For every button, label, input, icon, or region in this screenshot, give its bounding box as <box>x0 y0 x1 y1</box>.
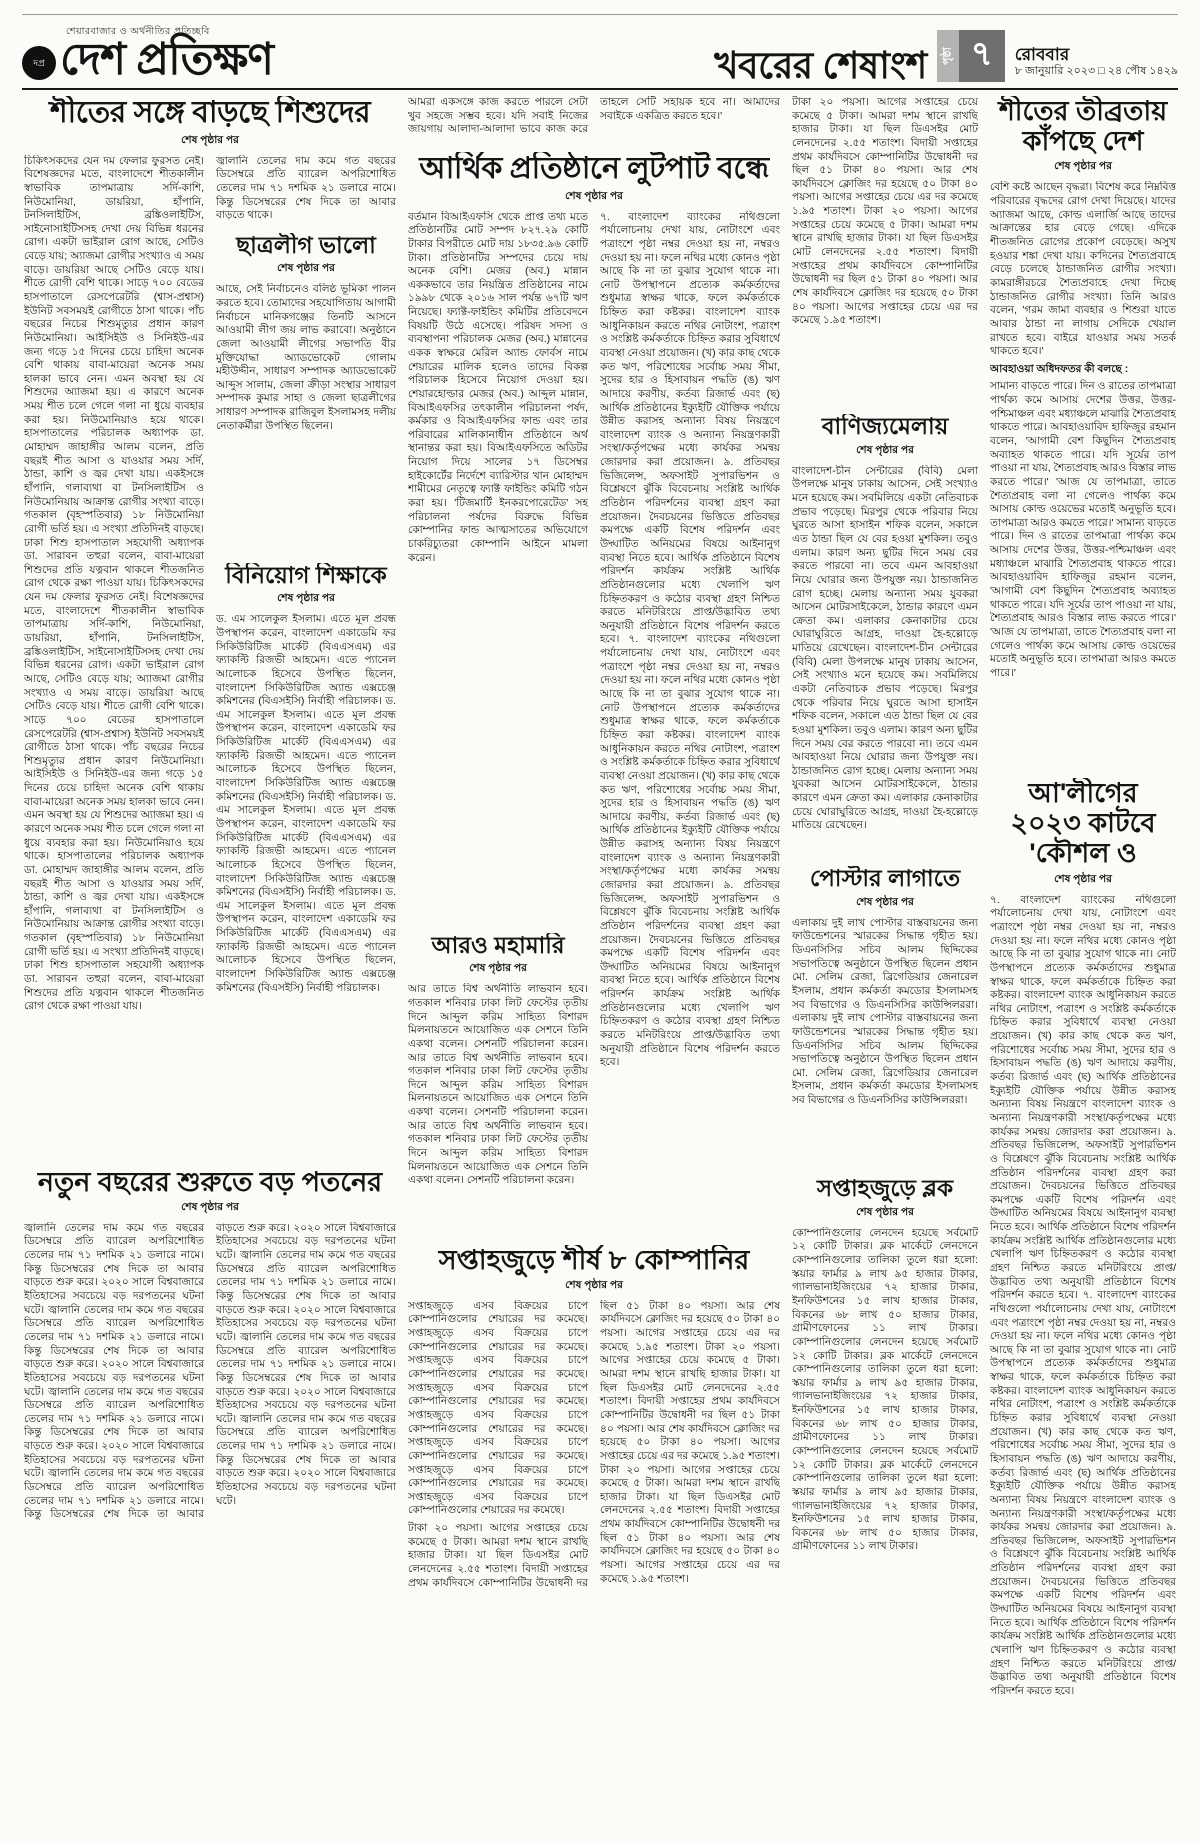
masthead-emblem: দপ্র <box>22 46 56 80</box>
article-body: জ্বালানি তেলের দাম কমে গত বছরের ডিসেম্বরে প্রতি ব্যারেল অপরিশোধিত তেলের দাম ৭১ দশমিক ২১ ডলারে নামে। কিন্তু ডিসেম্বরের শেষ দিকে তা আবার বাড়তে শুরু করে। ২০২০ সালে বিশ্ববাজারে ইতিহাসের সবচেয়ে বড় দরপতনের ঘটনা ঘটে। জ্বালানি তেলের দাম কমে গত বছরের ডিসেম্বরে প্রতি ব্যারেল অপরিশোধিত তেলের দাম ৭১ দশমিক ২১ ডলারে নামে। কিন্তু ডিসেম্বরের শেষ দিকে তা আবার বাড়তে শুরু করে। ২০২০ সালে বিশ্ববাজারে ইতিহাসের সবচেয়ে বড় দরপতনের ঘটনা ঘটে। জ্বালানি তেলের দাম কমে গত বছরের ডিসেম্বরে প্রতি ব্যারেল অপরিশোধিত তেলের দাম ৭১ দশমিক ২১ ডলারে নামে। কিন্তু ডিসেম্বরের শেষ দিকে তা আবার বাড়তে শুরু করে। ২০২০ সালে বিশ্ববাজারে ইতিহাসের সবচেয়ে বড় দরপতনের ঘটনা ঘটে। জ্বালানি তেলের দাম কমে গত বছরের ডিসেম্বরে প্রতি ব্যারেল অপরিশোধিত তেলের দাম ৭১ দশমিক ২১ ডলারে নামে। কিন্তু ডিসেম্বরের শেষ দিকে তা আবার বাড়তে শুরু করে। ২০২০ সালে বিশ্ববাজারে ইতিহাসের সবচেয়ে বড় দরপতনের ঘটনা ঘটে। জ্বালানি তেলের দাম কমে গত বছরের ডিসেম্বরে প্রতি ব্যারেল অপরিশোধিত তেলের দাম ৭১ দশমিক ২১ ডলারে নামে। কিন্তু ডিসেম্বরের শেষ দিকে তা আবার বাড়তে শুরু করে। ২০২০ সালে বিশ্ববাজারে ইতিহাসের সবচেয়ে বড় দরপতনের ঘটনা ঘটে। জ্বালানি তেলের দাম কমে গত বছরের ডিসেম্বরে প্রতি ব্যারেল অপরিশোধিত তেলের দাম ৭১ দশমিক ২১ ডলারে নামে। কিন্তু ডিসেম্বরের শেষ দিকে তা আবার বাড়তে শুরু করে। ২০২০ সালে বিশ্ববাজারে ইতিহাসের সবচেয়ে বড় দরপতনের ঘটনা ঘটে। জ্বালানি তেলের দাম কমে গত বছরের ডিসেম্বরে প্রতি ব্যারেল অপরিশোধিত তেলের দাম ৭১ দশমিক ২১ ডলারে নামে। কিন্তু ডিসেম্বরের শেষ দিকে তা আবার বাড়তে শুরু করে। ২০২০ সালে বিশ্ববাজারে ইতিহাসের সবচেয়ে বড় দরপতনের ঘটনা ঘটে। <box>24 1221 396 1521</box>
article-kicker: শেষ পৃষ্ঠার পর <box>1054 872 1112 885</box>
lutpat-intro-text: আমরা একসঙ্গে কাজ করতে পারলে সেটা খুব সহজে সম্ভব হবে। যদি সবাই নিজের জায়গায় আলাদা-আলাদা ভাবে কাজ করে তাহলে সেটি সহায়ক হবে না। আমাদের সবাইকে একত্রিত করতে হবে।' <box>408 96 780 136</box>
article-headline: সপ্তাহজুড়ে শীর্ষ ৮ কোম্পানির <box>438 1244 750 1275</box>
masthead-tagline: শেয়ারবাজার ও অর্থনীতির প্রতিচ্ছবি <box>66 25 210 37</box>
article-body: কোম্পানিগুলোর লেনদেন হয়েছে সর্বমোট ১২ কোটি টাকার। ব্লক মার্কেটে লেনদেনে কোম্পানিগুলোর তালিকা তুলে ধরা হলো: স্কয়ার ফার্মার ৯ লাখ ৯৫ হাজার টাকার, গ্যালভানাইজিংয়ের ৭২ হাজার টাকার, ইনফিউশনের ১৫ লাখ হাজার টাকার, বিকনের ৬৮ লাখ ৫০ হাজার টাকার, গ্রামীণফোনের ১১ লাখ টাকার। কোম্পানিগুলোর লেনদেন হয়েছে সর্বমোট ১২ কোটি টাকার। ব্লক মার্কেটে লেনদেনে কোম্পানিগুলোর তালিকা তুলে ধরা হলো: স্কয়ার ফার্মার ৯ লাখ ৯৫ হাজার টাকার, গ্যালভানাইজিংয়ের ৭২ হাজার টাকার, ইনফিউশনের ১৫ লাখ হাজার টাকার, বিকনের ৬৮ লাখ ৫০ হাজার টাকার, গ্রামীণফোনের ১১ লাখ টাকার। কোম্পানিগুলোর লেনদেন হয়েছে সর্বমোট ১২ কোটি টাকার। ব্লক মার্কেটে লেনদেনে কোম্পানিগুলোর তালিকা তুলে ধরা হলো: স্কয়ার ফার্মার ৯ লাখ ৯৫ হাজার টাকার, গ্যালভানাইজিংয়ের ৭২ হাজার টাকার, ইনফিউশনের ১৫ লাখ হাজার টাকার, বিকনের ৬৮ লাখ ৫০ হাজার টাকার, গ্রামীণফোনের ১১ লাখ টাকার। <box>792 1226 978 1553</box>
article-kicker: শেষ পৃষ্ঠার পর <box>181 1200 239 1213</box>
article-kicker: শেষ পৃষ্ঠার পর <box>181 133 239 146</box>
article-headline: পোস্টার লাগাতে <box>809 866 961 891</box>
page-header <box>22 20 1178 86</box>
article-kicker: শেষ পৃষ্ঠার পর <box>565 1278 623 1291</box>
article-winter-children <box>24 96 396 155</box>
section-title: খবরের শেষাংশ <box>714 44 927 86</box>
article-body: আর তাতে বিশ্ব অর্থনীতি লাভবান হবে। গতকাল শনিবার ঢাকা লিট ফেস্টের তৃতীয় দিনে আব্দুল করিম সাহিত্য বিশারদ মিলনায়তনে আয়োজিত এক সেশনে তিনি একথা বলেন। সেশনটি পরিচালনা করেন। আর তাতে বিশ্ব অর্থনীতি লাভবান হবে। গতকাল শনিবার ঢাকা লিট ফেস্টের তৃতীয় দিনে আব্দুল করিম সাহিত্য বিশারদ মিলনায়তনে আয়োজিত এক সেশনে তিনি একথা বলেন। সেশনটি পরিচালনা করেন। আর তাতে বিশ্ব অর্থনীতি লাভবান হবে। গতকাল শনিবার ঢাকা লিট ফেস্টের তৃতীয় দিনে আব্দুল করিম সাহিত্য বিশারদ মিলনায়তনে আয়োজিত এক সেশনে তিনি একথা বলেন। সেশনটি পরিচালনা করেন। <box>408 983 588 1187</box>
article-headline: ছাত্রলীগ ভালো <box>236 232 376 258</box>
article-al-2023 <box>990 778 1176 1833</box>
article-kicker: শেষ পৃষ্ঠার পর <box>1054 160 1112 173</box>
article-body <box>408 1300 780 1760</box>
page-content <box>24 96 1176 1833</box>
article-kicker: শেষ পৃষ্ঠার পর <box>277 262 335 275</box>
article-body-text: টাকা ২০ পয়সা। আগের সপ্তাহের চেয়ে কমেছে ৫ টাকা। আমরা দশম স্থানে রাখছি হাজার টাকা। যা ছিল ডিএসইর মোট লেনদেনের ২.৫৫ শতাংশ। বিদায়ী সপ্তাহের প্রথম কার্যদিবসে কোম্পানিটির উদ্বোধনী দর ছিল ৫১ টাকা ৪০ পয়সা। আর শেষ কার্যদিবসে ক্লোজিং দর হয়েছে ৫০ টাকা ৪০ পয়সা। আগের সপ্তাহের চেয়ে এর দর কমেছে ১.৯৫ শতাংশ। টাকা ২০ পয়সা। আগের সপ্তাহের চেয়ে কমেছে ৫ টাকা। আমরা দশম স্থানে রাখছি হাজার টাকা। যা ছিল ডিএসইর মোট লেনদেনের ২.৫৫ শতাংশ। বিদায়ী সপ্তাহের প্রথম কার্যদিবসে কোম্পানিটির উদ্বোধনী দর ছিল ৫১ টাকা ৪০ পয়সা। আর শেষ কার্যদিবসে ক্লোজিং দর হয়েছে ৫০ টাকা ৪০ পয়সা। আগের সপ্তাহের চেয়ে এর দর কমেছে ১.৯৫ শতাংশ। টাকা ২০ পয়সা। আগের সপ্তাহের চেয়ে কমেছে ৫ টাকা। আমরা দশম স্থানে রাখছি হাজার টাকা। যা ছিল ডিএসইর মোট লেনদেনের ২.৫৫ শতাংশ। বিদায়ী সপ্তাহের প্রথম কার্যদিবসে কোম্পানিটির উদ্বোধনী দর ছিল ৫১ টাকা ৪০ পয়সা। আর শেষ কার্যদিবসে ক্লোজিং দর হয়েছে ৫০ টাকা ৪০ পয়সা। আগের সপ্তাহের চেয়ে এর দর কমেছে ১.৯৫ শতাংশ। <box>408 1299 780 1589</box>
article-body-text: বেশি কষ্টে আছেন বৃদ্ধরা। বিশেষ করে নিম্নবিত্ত পরিবারের বৃদ্ধদের রোগ দেখা দিয়েছে। যাদের অ্যাজমা আছে, কোল্ড এলার্জি আছে তাদের আক্রান্তের হার বেড়ে গেছে। এদিকে শীতজনিত রোগের প্রকোপ বেড়েছে। অসুখ হওয়ার শঙ্কা দেখা যায়। ক'দিনের শৈত্যপ্রবাহে বেড়ে চলেছে ঠান্ডাজনিত রোগীর সংখ্যা। কামরাঙ্গীরচরে শৈত্যপ্রবাহে দেখা দিচ্ছে ঠান্ডাজনিত রোগীর সংখ্যা। তিনি আরও বলেন, 'গরম জামা ব্যবহার ও শিশুরা যাতে আবার ঠান্ডা না লাগায় সেদিকে খেয়াল রাখতে হবে। বাইরে যাওয়ার সময় সতর্ক থাকতে হবে।' <box>990 181 1176 358</box>
article-winter-children-body: চিকিৎসকদের যেন দম ফেলার ফুরসত নেই। বিশেষজ্ঞদের মতে, বাংলাদেশে শীতকালীন স্বাভাবিক তাপমাত্রায় সর্দি-কাশি, নিউমোনিয়া, ডায়রিয়া, হাঁপানি, টনসিলাইটিস, ব্রঙ্কিওলাইটিস, সাইনোসাইটিসসহ দেখা দেয় বিভিন্ন ধরনের রোগ। একটা ভাইরাল রোগ আছে, সেটিও বেড়ে যায়; অ্যাজমা রোগীর সংখ্যাও এ সময় বাড়ে। ডায়রিয়া আছে সেটিও বেড়ে যায়। শীতে রোগী বেশি থাকে। সাড়ে ৭০০ বেডের হাসপাতালে রেসপেরেটরি (শ্বাস-প্রশ্বাস) ইউনিট সবসময়ই রোগীতে ঠাসা থাকে। পাঁচ বছরের নিচের শিশুমৃত্যুর প্রধান কারণ নিউমোনিয়া। আইসিইউ ও সিনিইউ-এর জন্য গড়ে ১৫ দিনের চেয়ে চাহিদা অনেক বেশি থাকায় বাবা-মায়েরা অনেক সময় হালকা ভাবে নেন। এমন অবস্থা হয় যে শিশুদের অ্যাজমা হয়। এ কারণে অনেক সময় শীত চলে গেলে গলা না ধুয়ে ব্যবহার করা হয়। নিউমোনিয়াও হয়ে থাকে। হাসপাতালের পরিচালক অধ্যাপক ডা. মোহাম্মদ জাহাঙ্গীর আলম বলেন, প্রতি বছরই শীত আসা ও যাওয়ার সময় সর্দি, ঠান্ডা, কাশি ও জ্বর দেখা যায়। একইসঙ্গে হাঁপানি, গলাব্যথা বা টনসিলাইটিস ও নিউমোনিয়ায় আক্রান্ত রোগীর সংখ্যা বাড়ে। গতকাল (বৃহস্পতিবার) ১৮ নিউমোনিয়া রোগী ভর্তি হয়। এ সংখ্যা প্রতিদিনই বাড়ছে। ঢাকা শিশু হাসপাতাল সহযোগী অধ্যাপক ডা. সারাবন তহুরা বলেন, বাবা-মায়েরা শিশুদের প্রতি যত্নবান থাকলে শীতজনিত রোগ থেকে রক্ষা পাওয়া যায়। চিকিৎসকদের যেন দম ফেলার ফুরসত নেই। বিশেষজ্ঞদের মতে, বাংলাদেশে শীতকালীন স্বাভাবিক তাপমাত্রায় সর্দি-কাশি, নিউমোনিয়া, ডায়রিয়া, হাঁপানি, টনসিলাইটিস, ব্রঙ্কিওলাইটিস, সাইনোসাইটিসসহ দেখা দেয় বিভিন্ন ধরনের রোগ। একটা ভাইরাল রোগ আছে, সেটিও বেড়ে যায়; অ্যাজমা রোগীর সংখ্যাও এ সময় বাড়ে। ডায়রিয়া আছে সেটিও বেড়ে যায়। শীতে রোগী বেশি থাকে। সাড়ে ৭০০ বেডের হাসপাতালে রেসপেরেটরি (শ্বাস-প্রশ্বাস) ইউনিট সবসময়ই রোগীতে ঠাসা থাকে। পাঁচ বছরের নিচের শিশুমৃত্যুর প্রধান কারণ নিউমোনিয়া। আইসিইউ ও সিনিইউ-এর জন্য গড়ে ১৫ দিনের চেয়ে চাহিদা অনেক বেশি থাকায় বাবা-মায়েরা অনেক সময় হালকা ভাবে নেন। এমন অবস্থা হয় যে শিশুদের অ্যাজমা হয়। এ কারণে অনেক সময় শীত চলে গেলে গলা না ধুয়ে ব্যবহার করা হয়। নিউমোনিয়াও হয়ে থাকে। হাসপাতালের পরিচালক অধ্যাপক ডা. মোহাম্মদ জাহাঙ্গীর আলম বলেন, প্রতি বছরই শীত আসা ও যাওয়ার সময় সর্দি, ঠান্ডা, কাশি ও জ্বর দেখা যায়। একইসঙ্গে হাঁপানি, গলাব্যথা বা টনসিলাইটিস ও নিউমোনিয়ায় আক্রান্ত রোগীর সংখ্যা বাড়ে। গতকাল (বৃহস্পতিবার) ১৮ নিউমোনিয়া রোগী ভর্তি হয়। এ সংখ্যা প্রতিদিনই বাড়ছে। ঢাকা শিশু হাসপাতাল সহযোগী অধ্যাপক ডা. সারাবন তহুরা বলেন, বাবা-মায়েরা শিশুদের প্রতি যত্নবান থাকলে শীতজনিত রোগ থেকে রক্ষা পাওয়া যায়। <box>24 154 204 1013</box>
column-five <box>792 96 978 1833</box>
article-lutpat-body: বর্তমান বিআইএফসি থেকে প্রাপ্ত তথ্য মতে প্রতিষ্ঠানটির মোট সম্পদ ৮২৭.২৯ কোটি টাকার বিপরীতে মোট দায় ১৮৩৫.৯৬ কোটি টাকা। প্রতিষ্ঠানটির সম্পদের চেয়ে দায় অনেক বেশি। মেজর (অব.) মান্নান এককভাবে তার নিয়ন্ত্রিত প্রতিষ্ঠানের নামে ১৯৯৮ থেকে ২০১৬ সাল পর্যন্ত ৬৭টি ঋণ নিয়েছে। ফ্যাক্ট-ফাইন্ডিং কমিটির প্রতিবেদনে বিষয়টি উঠে এসেছে। পরিষদ সদস্য ও ব্যবস্থাপনা পরিচালক মেজর (অব.) মান্নানের একক স্বাক্ষরে মেরিল অ্যান্ড ফোর্বস নামে শেয়ারের মালিক হলেও তাদের বিকল্প পরিচালক হিসেবে নিয়োগ দেওয়া হয়। শেয়ারহোল্ডার মেজর (অব.) আব্দুল মান্নান, বিআইএফসির তৎকালীন পরিচালনা পর্ষদ, কর্মকার ও বিআইএফসির ফান্ড এবং তার পরিবারের মালিকানাধীন প্রতিষ্ঠানে অর্থ স্থানান্তর করা হয়। বিআইএফসিতে অডিটর নিয়োগ দিয়ে সালের ১৭ ডিসেম্বর হাইকোর্টের নির্দেশে ব্যারিস্টার খান মোহাম্মদ শামীমের নেতৃত্বে ফ্যাক্ট ফাইন্ডিং কমিটি গঠন করা হয়। 'টিজমার্টি ইনকরপোরেটেড' সহ পরিচালনা পর্ষদের বিরুদ্ধে বিভিন্ন কোম্পানির ফান্ড আত্মসাতের অভিযোগে চাকরিচ্যুতরা কোম্পানি আইনে মামলা করেন। <box>408 210 588 564</box>
article-investment-education <box>216 563 396 1151</box>
middle-section <box>408 96 780 1833</box>
left-section <box>24 96 396 1833</box>
article-headline: আ'লীগের ২০২৩ কাটবে 'কৌশল ও <box>1010 778 1156 869</box>
article-trade-fair <box>792 414 978 866</box>
article-chhatra-league <box>216 233 396 563</box>
article-headline: শীতের তীব্রতায় কাঁপছে দেশ <box>998 96 1168 157</box>
masthead-title: দেশ প্রতিক্ষণ <box>60 35 273 84</box>
article-body-text: সামান্য বাড়তে পারে। দিন ও রাতের তাপমাত্রা পার্থক্য কমে আসায় দেশের উত্তর, উত্তর-পশ্চিমাঞ্চল এবং মধ্যাঞ্চলে মাঝারি শৈত্যপ্রবাহ থাকতে পারে। আবহাওয়াবিদ হাফিজুর রহমান বলেন, 'আগামী বেশ কিছুদিন শৈত্যপ্রবাহ অব্যাহত থাকতে পারে। যদি সূর্যের তাপ পাওয়া না যায়, শৈত্যপ্রবাহ আরও বিস্তার লাভ করতে পারে।' 'আজ যে তাপমাত্রা, তাতে শৈত্যপ্রবাহ বলা না গেলেও পার্থক্য কমে আসায় কোল্ড ওয়েভের মতোই অনুভূতি হবে। তাপমাত্রা আরও কমতে পারে।' সামান্য বাড়তে পারে। দিন ও রাতের তাপমাত্রা পার্থক্য কমে আসায় দেশের উত্তর, উত্তর-পশ্চিমাঞ্চল এবং মধ্যাঞ্চলে মাঝারি শৈত্যপ্রবাহ থাকতে পারে। আবহাওয়াবিদ হাফিজুর রহমান বলেন, 'আগামী বেশ কিছুদিন শৈত্যপ্রবাহ অব্যাহত থাকতে পারে। যদি সূর্যের তাপ পাওয়া না যায়, শৈত্যপ্রবাহ আরও বিস্তার লাভ করতে পারে।' 'আজ যে তাপমাত্রা, তাতে শৈত্যপ্রবাহ বলা না গেলেও পার্থক্য কমে আসায় কোল্ড ওয়েভের মতোই অনুভূতি হবে। তাপমাত্রা আরও কমতে পারে।' <box>990 380 1176 679</box>
article-winter-country <box>990 96 1176 778</box>
page-label: পৃষ্ঠা <box>937 30 959 82</box>
weather-subhead: আবহাওয়া অধিদফতর কী বলছে : <box>990 362 1129 375</box>
article-more-pandemic <box>408 933 588 1233</box>
article-body: আছে, সেই নির্বাচনেও বলিষ্ঠ ভূমিকা পালন করতে হবে। তোমাদের সহযোগিতায় আগামী নির্বাচনে মানিকগঞ্জের তিনটি আসনে আওয়ামী লীগ জয় লাভ করাবো। অনুষ্ঠানে জেলা আওয়ামী লীগের সভাপতি বীর মুক্তিযোদ্ধা অ্যাডভোকেট গোলাম মহীউদ্দীন, সাধারণ সম্পাদক অ্যাডভোকেট আব্দুস সালাম, জেলা ক্রীড়া সংস্থার সাধারণ সম্পাদক কুমার সাহা ও জেলা ছাত্রলীগের সাধারণ সম্পাদক রাজিবুল ইসলামসহ দলীয় নেতাকর্মীরা উপস্থিত ছিলেন। <box>216 283 396 432</box>
day-name: রোববার <box>1014 45 1070 64</box>
date-block <box>1015 44 1178 82</box>
page-number: ৭ <box>959 30 1005 82</box>
article-body: ৭. বাংলাদেশ ব্যাংকের নথিগুলো পর্যালোচনায় দেখা যায়, নোটাংশে এবং পত্রাংশে পৃষ্ঠা নম্বর দেওয়া হয় না, নম্বরও দেওয়া হয় না। ফলে নথির মধ্যে কোনও পৃষ্ঠা আছে কি না তা বুঝার সুযোগ থাকে না। নোট উপস্থাপনে প্রত্যেক কর্মকর্তাদের শুধুমাত্র স্বাক্ষর থাকে, ফলে কর্মকর্তাকে চিহ্নিত করা কষ্টকর। বাংলাদেশ ব্যাংক আধুনিকায়ন করতে নথির নোটাংশ, পত্রাংশ ও সংশ্লিষ্ট কর্মকর্তাকে চিহ্নিত করার সুবিধার্থে ব্যবস্থা নেওয়া প্রয়োজন। (খ) কার কাছ থেকে কত ঋণ, পরিশোধের সর্বোচ্চ সময় সীমা, সুদের হার ও হিসাবায়ন পদ্ধতি (ঙ) ঋণ আদায়ে করণীয়, কর্তব্য রিজার্ভ এবং (ছ) আর্থিক প্রতিষ্ঠানের ইক্যুইটি যৌক্তিক পর্যায়ে উন্নীত করাসহ অন্যান্য বিষয় নিয়ন্ত্রণে বাংলাদেশ ব্যাংক ও অন্যান্য নিয়ন্ত্রণকারী সংস্থা/কর্তৃপক্ষের মধ্যে কার্যকর সমন্বয় জোরদার করা প্রয়োজন। ৯. প্রতিবছর ভিজিলেন্স, অফসাইট সুপারভিশন ও বিশ্লেষণে ঝুঁকি বিবেচনায় সংশ্লিষ্ট আর্থিক প্রতিষ্ঠান পরিদর্শনের ব্যবস্থা গ্রহণ করা প্রয়োজন। দৈবচয়নের ভিত্তিতে প্রতিবছর কমপক্ষে একটি বিশেষ পরিদর্শন এবং উদ্ঘাটিত অনিয়মের বিষয়ে আইনানুগ ব্যবস্থা নিতে হবে। আর্থিক প্রতিষ্ঠানে বিশেষ পরিদর্শন কার্যক্রম সংশ্লিষ্ট আর্থিক প্রতিষ্ঠানগুলোর মধ্যে খেলাপি ঋণ চিহ্নিতকরণ ও কঠোর ব্যবস্থা গ্রহণ নিশ্চিত করতে মনিটরিংয়ে প্রাপ্ত/উদ্ভাবিত তথ্য অনুযায়ী প্রতিষ্ঠানে বিশেষ পরিদর্শন করতে হবে। ৭. বাংলাদেশ ব্যাংকের নথিগুলো পর্যালোচনায় দেখা যায়, নোটাংশে এবং পত্রাংশে পৃষ্ঠা নম্বর দেওয়া হয় না, নম্বরও দেওয়া হয় না। ফলে নথির মধ্যে কোনও পৃষ্ঠা আছে কি না তা বুঝার সুযোগ থাকে না। নোট উপস্থাপনে প্রত্যেক কর্মকর্তাদের শুধুমাত্র স্বাক্ষর থাকে, ফলে কর্মকর্তাকে চিহ্নিত করা কষ্টকর। বাংলাদেশ ব্যাংক আধুনিকায়ন করতে নথির নোটাংশ, পত্রাংশ ও সংশ্লিষ্ট কর্মকর্তাকে চিহ্নিত করার সুবিধার্থে ব্যবস্থা নেওয়া প্রয়োজন। (খ) কার কাছ থেকে কত ঋণ, পরিশোধের সর্বোচ্চ সময় সীমা, সুদের হার ও হিসাবায়ন পদ্ধতি (ঙ) ঋণ আদায়ে করণীয়, কর্তব্য রিজার্ভ এবং (ছ) আর্থিক প্রতিষ্ঠানের ইক্যুইটি যৌক্তিক পর্যায়ে উন্নীত করাসহ অন্যান্য বিষয় নিয়ন্ত্রণে বাংলাদেশ ব্যাংক ও অন্যান্য নিয়ন্ত্রণকারী সংস্থা/কর্তৃপক্ষের মধ্যে কার্যকর সমন্বয় জোরদার করা প্রয়োজন। ৯. প্রতিবছর ভিজিলেন্স, অফসাইট সুপারভিশন ও বিশ্লেষণে ঝুঁকি বিবেচনায় সংশ্লিষ্ট আর্থিক প্রতিষ্ঠান পরিদর্শনের ব্যবস্থা গ্রহণ করা প্রয়োজন। দৈবচয়নের ভিত্তিতে প্রতিবছর কমপক্ষে একটি বিশেষ পরিদর্শন এবং উদ্ঘাটিত অনিয়মের বিষয়ে আইনানুগ ব্যবস্থা নিতে হবে। আর্থিক প্রতিষ্ঠানে বিশেষ পরিদর্শন কার্যক্রম সংশ্লিষ্ট আর্থিক প্রতিষ্ঠানগুলোর মধ্যে খেলাপি ঋণ চিহ্নিতকরণ ও কঠোর ব্যবস্থা গ্রহণ নিশ্চিত করতে মনিটরিংয়ে প্রাপ্ত/উদ্ভাবিত তথ্য অনুযায়ী প্রতিষ্ঠানে বিশেষ পরিদর্শন করতে হবে। <box>990 893 1176 1697</box>
article-kicker: শেষ পৃষ্ঠার পর <box>856 443 914 456</box>
market-continuation-text: টাকা ২০ পয়সা। আগের সপ্তাহের চেয়ে কমেছে ৫ টাকা। আমরা দশম স্থানে রাখছি হাজার টাকা। যা ছিল ডিএসইর মোট লেনদেনের ২.৫৫ শতাংশ। বিদায়ী সপ্তাহের প্রথম কার্যদিবসে কোম্পানিটির উদ্বোধনী দর ছিল ৫১ টাকা ৪০ পয়সা। আর শেষ কার্যদিবসে ক্লোজিং দর হয়েছে ৫০ টাকা ৪০ পয়সা। আগের সপ্তাহের চেয়ে এর দর কমেছে ১.৯৫ শতাংশ। টাকা ২০ পয়সা। আগের সপ্তাহের চেয়ে কমেছে ৫ টাকা। আমরা দশম স্থানে রাখছি হাজার টাকা। যা ছিল ডিএসইর মোট লেনদেনের ২.৫৫ শতাংশ। বিদায়ী সপ্তাহের প্রথম কার্যদিবসে কোম্পানিটির উদ্বোধনী দর ছিল ৫১ টাকা ৪০ পয়সা। আর শেষ কার্যদিবসে ক্লোজিং দর হয়েছে ৫০ টাকা ৪০ পয়সা। আগের সপ্তাহের চেয়ে এর দর কমেছে ১.৯৫ শতাংশ। <box>792 96 978 327</box>
column-six <box>990 96 1176 1833</box>
article-headline: নতুন বছরের শুরুতে বড় পতনের <box>37 1166 383 1197</box>
article-headline: আরও মহামারি <box>431 932 565 958</box>
top-rule <box>22 14 1178 15</box>
article-week-block <box>792 1176 978 1833</box>
article-kicker: শেষ পৃষ্ঠার পর <box>856 1205 914 1218</box>
article-body: এলাকায় দুই লাখ পোস্টার বাস্তবায়নের জন্য ফাউন্ডেশনের স্মারকের সিদ্ধান্ত গৃহীত হয়। ডিএনসিসির সচিব আলম ছিদ্দিকের সভাপতিত্বে অনুষ্ঠানে উপস্থিত ছিলেন প্রধান মো. সেলিম রেজা, ব্রিগেডিয়ার জেনারেল ইসলাম, প্রধান কর্মকর্তা কমডোর ইসলামসহ সব বিভাগের ও ডিএনসিসির কাউন্সিলররা। এলাকায় দুই লাখ পোস্টার বাস্তবায়নের জন্য ফাউন্ডেশনের স্মারকের সিদ্ধান্ত গৃহীত হয়। ডিএনসিসির সচিব আলম ছিদ্দিকের সভাপতিত্বে অনুষ্ঠানে উপস্থিত ছিলেন প্রধান মো. সেলিম রেজা, ব্রিগেডিয়ার জেনারেল ইসলাম, প্রধান কর্মকর্তা কমডোর ইসলামসহ সব বিভাগের ও ডিএনসিসির কাউন্সিলররা। <box>792 916 978 1107</box>
article-poster <box>792 866 978 1176</box>
article-body: ড. এম সালেকুল ইসলাম। এতে মূল প্রবন্ধ উপস্থাপন করেন, বাংলাদেশ একাডেমি ফর সিকিউরিটিজ মার্কেট (বিএএসএম) এর ফ্যাকল্টি রিজভী আহমেদ। এতে প্যানেল আলোচক হিসেবে উপস্থিত ছিলেন, বাংলাদেশ সিকিউরিটিজ অ্যান্ড এক্সচেঞ্জ কমিশনের (বিএসইসি) নির্বাহী পরিচালক। ড. এম সালেকুল ইসলাম। এতে মূল প্রবন্ধ উপস্থাপন করেন, বাংলাদেশ একাডেমি ফর সিকিউরিটিজ মার্কেট (বিএএসএম) এর ফ্যাকল্টি রিজভী আহমেদ। এতে প্যানেল আলোচক হিসেবে উপস্থিত ছিলেন, বাংলাদেশ সিকিউরিটিজ অ্যান্ড এক্সচেঞ্জ কমিশনের (বিএসইসি) নির্বাহী পরিচালক। ড. এম সালেকুল ইসলাম। এতে মূল প্রবন্ধ উপস্থাপন করেন, বাংলাদেশ একাডেমি ফর সিকিউরিটিজ মার্কেট (বিএএসএম) এর ফ্যাকল্টি রিজভী আহমেদ। এতে প্যানেল আলোচক হিসেবে উপস্থিত ছিলেন, বাংলাদেশ সিকিউরিটিজ অ্যান্ড এক্সচেঞ্জ কমিশনের (বিএসইসি) নির্বাহী পরিচালক। ড. এম সালেকুল ইসলাম। এতে মূল প্রবন্ধ উপস্থাপন করেন, বাংলাদেশ একাডেমি ফর সিকিউরিটিজ মার্কেট (বিএএসএম) এর ফ্যাকল্টি রিজভী আহমেদ। এতে প্যানেল আলোচক হিসেবে উপস্থিত ছিলেন, বাংলাদেশ সিকিউরিটিজ অ্যান্ড এক্সচেঞ্জ কমিশনের (বিএসইসি) নির্বাহী পরিচালক। <box>216 613 396 994</box>
article-headline: সপ্তাহজুড়ে ব্লক <box>816 1176 954 1201</box>
article-body: বাংলাদেশ-চীন সেন্টারের (বিবি) মেলা উপলক্ষে মানুষ ঢাকায় আসেন, সেই সংখ্যাও মনে হয়েছে কম। সবমিলিয়ে একটা নেতিবাচক প্রভাব পড়েছে। মিরপুর থেকে পরিবার নিয়ে ঘুরতে আসা হাসাইন শফিক বলেন, সকালে এত ঠান্ডা ছিল যে বের হওয়া মুশকিল। তবুও এলাম। কারণ অন্য ছুটির দিনে সময় বের করতে পারবো না। তবে এমন আবহাওয়া নিয়ে ঘোরার জন্য উপযুক্ত নয়। ঠান্ডাজনিত রোগ হচ্ছে। মেলায় অন্যান্য সময় যুবকরা আসেন মোটরসাইকেলে, ঠান্ডার কারণে এমন ক্রেতা কম। এলাকার কেনাকাটার চেয়ে ঘোরাঘুরিতে আগ্রহ, দাওয়া হৈ-হল্লোড়ে মাতিয়ে রেখেছেন। বাংলাদেশ-চীন সেন্টারের (বিবি) মেলা উপলক্ষে মানুষ ঢাকায় আসেন, সেই সংখ্যাও মনে হয়েছে কম। সবমিলিয়ে একটা নেতিবাচক প্রভাব পড়েছে। মিরপুর থেকে পরিবার নিয়ে ঘুরতে আসা হাসাইন শফিক বলেন, সকালে এত ঠান্ডা ছিল যে বের হওয়া মুশকিল। তবুও এলাম। কারণ অন্য ছুটির দিনে সময় বের করতে পারবো না। তবে এমন আবহাওয়া নিয়ে ঘোরার জন্য উপযুক্ত নয়। ঠান্ডাজনিত রোগ হচ্ছে। মেলায় অন্যান্য সময় যুবকরা আসেন মোটরসাইকেলে, ঠান্ডার কারণে এমন ক্রেতা কম। এলাকার কেনাকাটার চেয়ে ঘোরাঘুরিতে আগ্রহ, দাওয়া হৈ-হল্লোড়ে মাতিয়ে রেখেছেন। <box>792 464 978 832</box>
fuel-continuation-text: জ্বালানি তেলের দাম কমে গত বছরের ডিসেম্বরে প্রতি ব্যারেল অপরিশোধিত তেলের দাম ৭১ দশমিক ২১ ডলারে নামে। কিন্তু ডিসেম্বরের শেষ দিকে তা আবার বাড়তে থাকে। <box>216 154 396 222</box>
article-kicker: শেষ পৃষ্ঠার পর <box>469 962 527 975</box>
article-kicker: শেষ পৃষ্ঠার পর <box>856 895 914 908</box>
article-headline: বাণিজ্যমেলায় <box>821 414 949 439</box>
masthead <box>22 27 273 83</box>
article-kicker: শেষ পৃষ্ঠার পর <box>277 592 335 605</box>
article-headline: বিনিয়োগ শিক্ষাকে <box>225 562 387 588</box>
article-headline: শীতের সঙ্গে বাড়ছে শিশুদের <box>49 96 371 129</box>
date-line: ৮ জানুয়ারি ২০২৩ □ ২৪ পৌষ ১৪২৯ <box>1014 65 1178 78</box>
article-new-year-fall <box>24 1167 396 1833</box>
article-body <box>990 181 1176 684</box>
article-kicker: শেষ পৃষ্ঠার পর <box>565 189 623 202</box>
article-body-text: সপ্তাহজুড়ে এসব বিক্রয়ের চাপে কোম্পানিগুলোর শেয়ারের দর কমেছে। সপ্তাহজুড়ে এসব বিক্রয়ের চাপে কোম্পানিগুলোর শেয়ারের দর কমেছে। সপ্তাহজুড়ে এসব বিক্রয়ের চাপে কোম্পানিগুলোর শেয়ারের দর কমেছে। সপ্তাহজুড়ে এসব বিক্রয়ের চাপে কোম্পানিগুলোর শেয়ারের দর কমেছে। সপ্তাহজুড়ে এসব বিক্রয়ের চাপে কোম্পানিগুলোর শেয়ারের দর কমেছে। সপ্তাহজুড়ে এসব বিক্রয়ের চাপে কোম্পানিগুলোর শেয়ারের দর কমেছে। সপ্তাহজুড়ে এসব বিক্রয়ের চাপে কোম্পানিগুলোর শেয়ারের দর কমেছে। সপ্তাহজুড়ে এসব বিক্রয়ের চাপে কোম্পানিগুলোর শেয়ারের দর কমেছে। <box>408 1299 588 1517</box>
article-week-top8 <box>408 1245 780 1833</box>
page-number-box <box>937 30 1005 82</box>
article-lutpat <box>408 152 780 211</box>
article-headline: আর্থিক প্রতিষ্ঠানে লুটপাট বন্ধে <box>419 152 769 185</box>
article-lutpat-points: ৭. বাংলাদেশ ব্যাংকের নথিগুলো পর্যালোচনায় দেখা যায়, নোটাংশে এবং পত্রাংশে পৃষ্ঠা নম্বর দেওয়া হয় না, নম্বরও দেওয়া হয় না। ফলে নথির মধ্যে কোনও পৃষ্ঠা আছে কি না তা বুঝার সুযোগ থাকে না। নোট উপস্থাপনে প্রত্যেক কর্মকর্তাদের শুধুমাত্র স্বাক্ষর থাকে, ফলে কর্মকর্তাকে চিহ্নিত করা কষ্টকর। বাংলাদেশ ব্যাংক আধুনিকায়ন করতে নথির নোটাংশ, পত্রাংশ ও সংশ্লিষ্ট কর্মকর্তাকে চিহ্নিত করার সুবিধার্থে ব্যবস্থা নেওয়া প্রয়োজন। (খ) কার কাছ থেকে কত ঋণ, পরিশোধের সর্বোচ্চ সময় সীমা, সুদের হার ও হিসাবায়ন পদ্ধতি (ঙ) ঋণ আদায়ে করণীয়, কর্তব্য রিজার্ভ এবং (ছ) আর্থিক প্রতিষ্ঠানের ইক্যুইটি যৌক্তিক পর্যায়ে উন্নীত করাসহ অন্যান্য বিষয় নিয়ন্ত্রণে বাংলাদেশ ব্যাংক ও অন্যান্য নিয়ন্ত্রণকারী সংস্থা/কর্তৃপক্ষের মধ্যে কার্যকর সমন্বয় জোরদার করা প্রয়োজন। ৯. প্রতিবছর ভিজিলেন্স, অফসাইট সুপারভিশন ও বিশ্লেষণে ঝুঁকি বিবেচনায় সংশ্লিষ্ট আর্থিক প্রতিষ্ঠান পরিদর্শনের ব্যবস্থা গ্রহণ করা প্রয়োজন। দৈবচয়নের ভিত্তিতে প্রতিবছর কমপক্ষে একটি বিশেষ পরিদর্শন এবং উদ্ঘাটিত অনিয়মের বিষয়ে আইনানুগ ব্যবস্থা নিতে হবে। আর্থিক প্রতিষ্ঠানে বিশেষ পরিদর্শন কার্যক্রম সংশ্লিষ্ট আর্থিক প্রতিষ্ঠানগুলোর মধ্যে খেলাপি ঋণ চিহ্নিতকরণ ও কঠোর ব্যবস্থা গ্রহণ নিশ্চিত করতে মনিটরিংয়ে প্রাপ্ত/উদ্ভাবিত তথ্য অনুযায়ী প্রতিষ্ঠানে বিশেষ পরিদর্শন করতে হবে। ৭. বাংলাদেশ ব্যাংকের নথিগুলো পর্যালোচনায় দেখা যায়, নোটাংশে এবং পত্রাংশে পৃষ্ঠা নম্বর দেওয়া হয় না, নম্বরও দেওয়া হয় না। ফলে নথির মধ্যে কোনও পৃষ্ঠা আছে কি না তা বুঝার সুযোগ থাকে না। নোট উপস্থাপনে প্রত্যেক কর্মকর্তাদের শুধুমাত্র স্বাক্ষর থাকে, ফলে কর্মকর্তাকে চিহ্নিত করা কষ্টকর। বাংলাদেশ ব্যাংক আধুনিকায়ন করতে নথির নোটাংশ, পত্রাংশ ও সংশ্লিষ্ট কর্মকর্তাকে চিহ্নিত করার সুবিধার্থে ব্যবস্থা নেওয়া প্রয়োজন। (খ) কার কাছ থেকে কত ঋণ, পরিশোধের সর্বোচ্চ সময় সীমা, সুদের হার ও হিসাবায়ন পদ্ধতি (ঙ) ঋণ আদায়ে করণীয়, কর্তব্য রিজার্ভ এবং (ছ) আর্থিক প্রতিষ্ঠানের ইক্যুইটি যৌক্তিক পর্যায়ে উন্নীত করাসহ অন্যান্য বিষয় নিয়ন্ত্রণে বাংলাদেশ ব্যাংক ও অন্যান্য নিয়ন্ত্রণকারী সংস্থা/কর্তৃপক্ষের মধ্যে কার্যকর সমন্বয় জোরদার করা প্রয়োজন। ৯. প্রতিবছর ভিজিলেন্স, অফসাইট সুপারভিশন ও বিশ্লেষণে ঝুঁকি বিবেচনায় সংশ্লিষ্ট আর্থিক প্রতিষ্ঠান পরিদর্শনের ব্যবস্থা গ্রহণ করা প্রয়োজন। দৈবচয়নের ভিত্তিতে প্রতিবছর কমপক্ষে একটি বিশেষ পরিদর্শন এবং উদ্ঘাটিত অনিয়মের বিষয়ে আইনানুগ ব্যবস্থা নিতে হবে। আর্থিক প্রতিষ্ঠানে বিশেষ পরিদর্শন কার্যক্রম সংশ্লিষ্ট আর্থিক প্রতিষ্ঠানগুলোর মধ্যে খেলাপি ঋণ চিহ্নিতকরণ ও কঠোর ব্যবস্থা গ্রহণ নিশ্চিত করতে মনিটরিংয়ে প্রাপ্ত/উদ্ভাবিত তথ্য অনুযায়ী প্রতিষ্ঠানে বিশেষ পরিদর্শন করতে হবে। <box>600 210 780 1069</box>
header-rule <box>22 88 1178 90</box>
